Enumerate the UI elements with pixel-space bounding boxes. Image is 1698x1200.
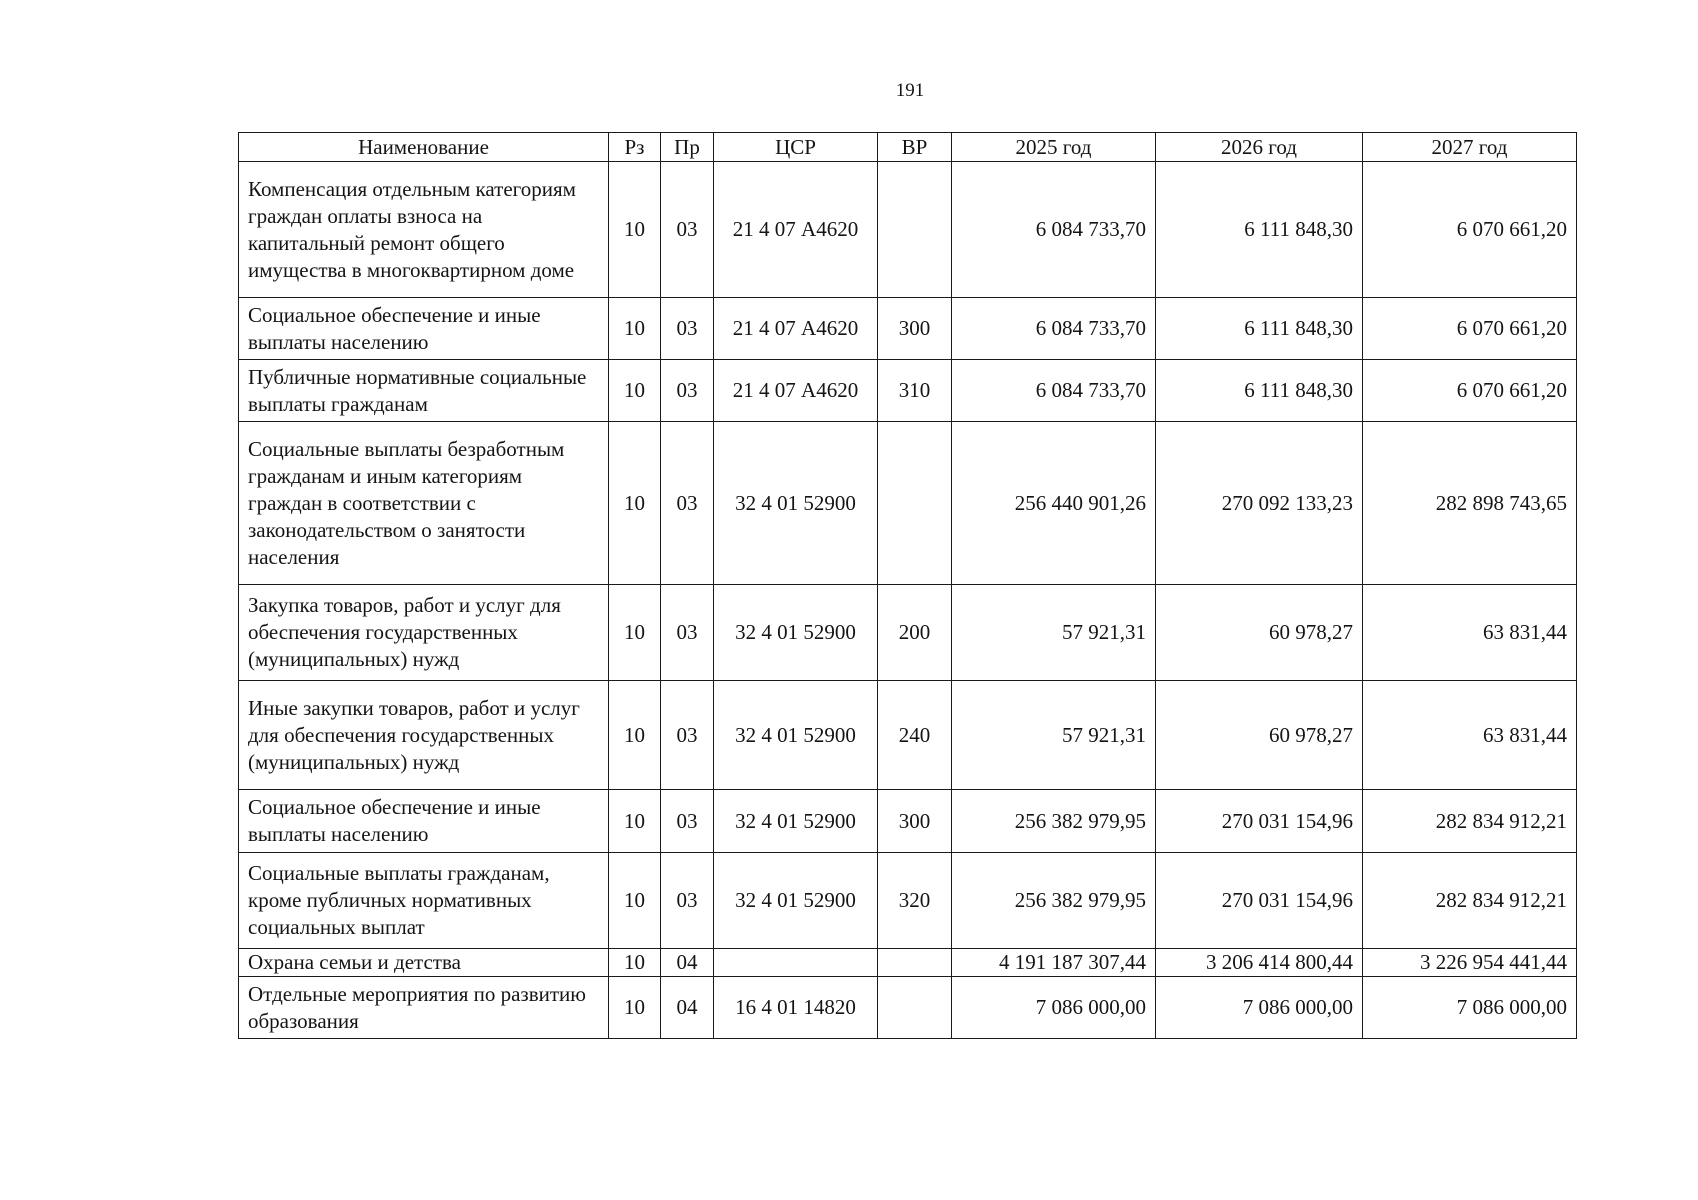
row-name: Публичные нормативные социальные выплаты гражданам bbox=[239, 360, 609, 422]
row-csr: 32 4 01 52900 bbox=[714, 790, 878, 853]
page-number: 191 bbox=[895, 80, 925, 101]
row-rz: 10 bbox=[609, 585, 661, 681]
row-rz: 10 bbox=[609, 162, 661, 298]
row-pr: 04 bbox=[661, 949, 714, 977]
table-row bbox=[239, 298, 1577, 360]
row-name: Закупка товаров, работ и услуг для обеспечения государственных (муниципальных) нужд bbox=[239, 585, 609, 681]
row-2027: 282 898 743,65 bbox=[1363, 422, 1577, 585]
row-2025: 6 084 733,70 bbox=[952, 360, 1156, 422]
row-2027: 6 070 661,20 bbox=[1363, 298, 1577, 360]
row-2026: 3 206 414 800,44 bbox=[1156, 949, 1363, 977]
row-csr: 21 4 07 А4620 bbox=[714, 162, 878, 298]
row-2026: 6 111 848,30 bbox=[1156, 298, 1363, 360]
row-name: Компенсация отдельным категориям граждан оплаты взноса на капитальный ремонт общего имущества в многоквартирном доме bbox=[239, 162, 609, 298]
row-rz: 10 bbox=[609, 790, 661, 853]
row-2025: 4 191 187 307,44 bbox=[952, 949, 1156, 977]
row-vr: 240 bbox=[878, 681, 952, 790]
row-vr: 310 bbox=[878, 360, 952, 422]
row-rz: 10 bbox=[609, 298, 661, 360]
row-2027: 282 834 912,21 bbox=[1363, 790, 1577, 853]
row-2027: 3 226 954 441,44 bbox=[1363, 949, 1577, 977]
row-2026: 6 111 848,30 bbox=[1156, 162, 1363, 298]
table-row bbox=[239, 790, 1577, 853]
row-2025: 57 921,31 bbox=[952, 681, 1156, 790]
row-vr: 300 bbox=[878, 298, 952, 360]
row-csr: 21 4 07 А4620 bbox=[714, 360, 878, 422]
row-pr: 03 bbox=[661, 681, 714, 790]
row-name: Охрана семьи и детства bbox=[239, 949, 609, 977]
row-2025: 256 440 901,26 bbox=[952, 422, 1156, 585]
row-2025: 57 921,31 bbox=[952, 585, 1156, 681]
row-2027: 282 834 912,21 bbox=[1363, 853, 1577, 949]
table-header-row bbox=[239, 133, 1577, 162]
row-rz: 10 bbox=[609, 681, 661, 790]
header-vr: ВР bbox=[878, 133, 952, 162]
header-pr: Пр bbox=[661, 133, 714, 162]
row-2025: 7 086 000,00 bbox=[952, 977, 1156, 1039]
table-row bbox=[239, 162, 1577, 298]
row-csr: 21 4 07 А4620 bbox=[714, 298, 878, 360]
header-name: Наименование bbox=[239, 133, 609, 162]
row-csr: 32 4 01 52900 bbox=[714, 681, 878, 790]
row-2025: 6 084 733,70 bbox=[952, 162, 1156, 298]
table-row bbox=[239, 853, 1577, 949]
row-rz: 10 bbox=[609, 949, 661, 977]
row-vr bbox=[878, 422, 952, 585]
header-2026: 2026 год bbox=[1156, 133, 1363, 162]
row-name: Отдельные мероприятия по развитию образования bbox=[239, 977, 609, 1039]
row-pr: 03 bbox=[661, 298, 714, 360]
row-2025: 256 382 979,95 bbox=[952, 853, 1156, 949]
table-row bbox=[239, 585, 1577, 681]
row-name: Социальные выплаты безработным гражданам и иным категориям граждан в соответствии с законодательством о занятости населения bbox=[239, 422, 609, 585]
table-row bbox=[239, 977, 1577, 1039]
row-name: Социальное обеспечение и иные выплаты населению bbox=[239, 298, 609, 360]
header-rz: Рз bbox=[609, 133, 661, 162]
row-rz: 10 bbox=[609, 853, 661, 949]
row-csr: 16 4 01 14820 bbox=[714, 977, 878, 1039]
row-pr: 03 bbox=[661, 360, 714, 422]
row-2026: 60 978,27 bbox=[1156, 585, 1363, 681]
row-vr bbox=[878, 949, 952, 977]
row-vr bbox=[878, 162, 952, 298]
row-pr: 04 bbox=[661, 977, 714, 1039]
row-name: Социальное обеспечение и иные выплаты населению bbox=[239, 790, 609, 853]
row-csr: 32 4 01 52900 bbox=[714, 853, 878, 949]
row-2027: 7 086 000,00 bbox=[1363, 977, 1577, 1039]
row-name: Иные закупки товаров, работ и услуг для обеспечения государственных (муниципальных) нужд bbox=[239, 681, 609, 790]
row-pr: 03 bbox=[661, 853, 714, 949]
table-row bbox=[239, 949, 1577, 977]
header-2025: 2025 год bbox=[952, 133, 1156, 162]
row-csr: 32 4 01 52900 bbox=[714, 422, 878, 585]
header-csr: ЦСР bbox=[714, 133, 878, 162]
budget-table bbox=[238, 132, 1577, 1039]
row-vr: 300 bbox=[878, 790, 952, 853]
row-pr: 03 bbox=[661, 162, 714, 298]
row-csr: 32 4 01 52900 bbox=[714, 585, 878, 681]
row-name: Социальные выплаты гражданам, кроме публичных нормативных социальных выплат bbox=[239, 853, 609, 949]
row-vr: 200 bbox=[878, 585, 952, 681]
row-csr bbox=[714, 949, 878, 977]
row-2026: 7 086 000,00 bbox=[1156, 977, 1363, 1039]
table-row bbox=[239, 360, 1577, 422]
table-row bbox=[239, 681, 1577, 790]
row-vr bbox=[878, 977, 952, 1039]
row-pr: 03 bbox=[661, 585, 714, 681]
row-2027: 63 831,44 bbox=[1363, 585, 1577, 681]
row-vr: 320 bbox=[878, 853, 952, 949]
row-2026: 6 111 848,30 bbox=[1156, 360, 1363, 422]
table-row bbox=[239, 422, 1577, 585]
row-2025: 256 382 979,95 bbox=[952, 790, 1156, 853]
row-2027: 6 070 661,20 bbox=[1363, 162, 1577, 298]
row-rz: 10 bbox=[609, 422, 661, 585]
row-2026: 60 978,27 bbox=[1156, 681, 1363, 790]
row-2027: 6 070 661,20 bbox=[1363, 360, 1577, 422]
row-rz: 10 bbox=[609, 977, 661, 1039]
header-2027: 2027 год bbox=[1363, 133, 1577, 162]
row-pr: 03 bbox=[661, 790, 714, 853]
row-2026: 270 092 133,23 bbox=[1156, 422, 1363, 585]
row-pr: 03 bbox=[661, 422, 714, 585]
row-2025: 6 084 733,70 bbox=[952, 298, 1156, 360]
row-2026: 270 031 154,96 bbox=[1156, 853, 1363, 949]
row-rz: 10 bbox=[609, 360, 661, 422]
row-2026: 270 031 154,96 bbox=[1156, 790, 1363, 853]
row-2027: 63 831,44 bbox=[1363, 681, 1577, 790]
